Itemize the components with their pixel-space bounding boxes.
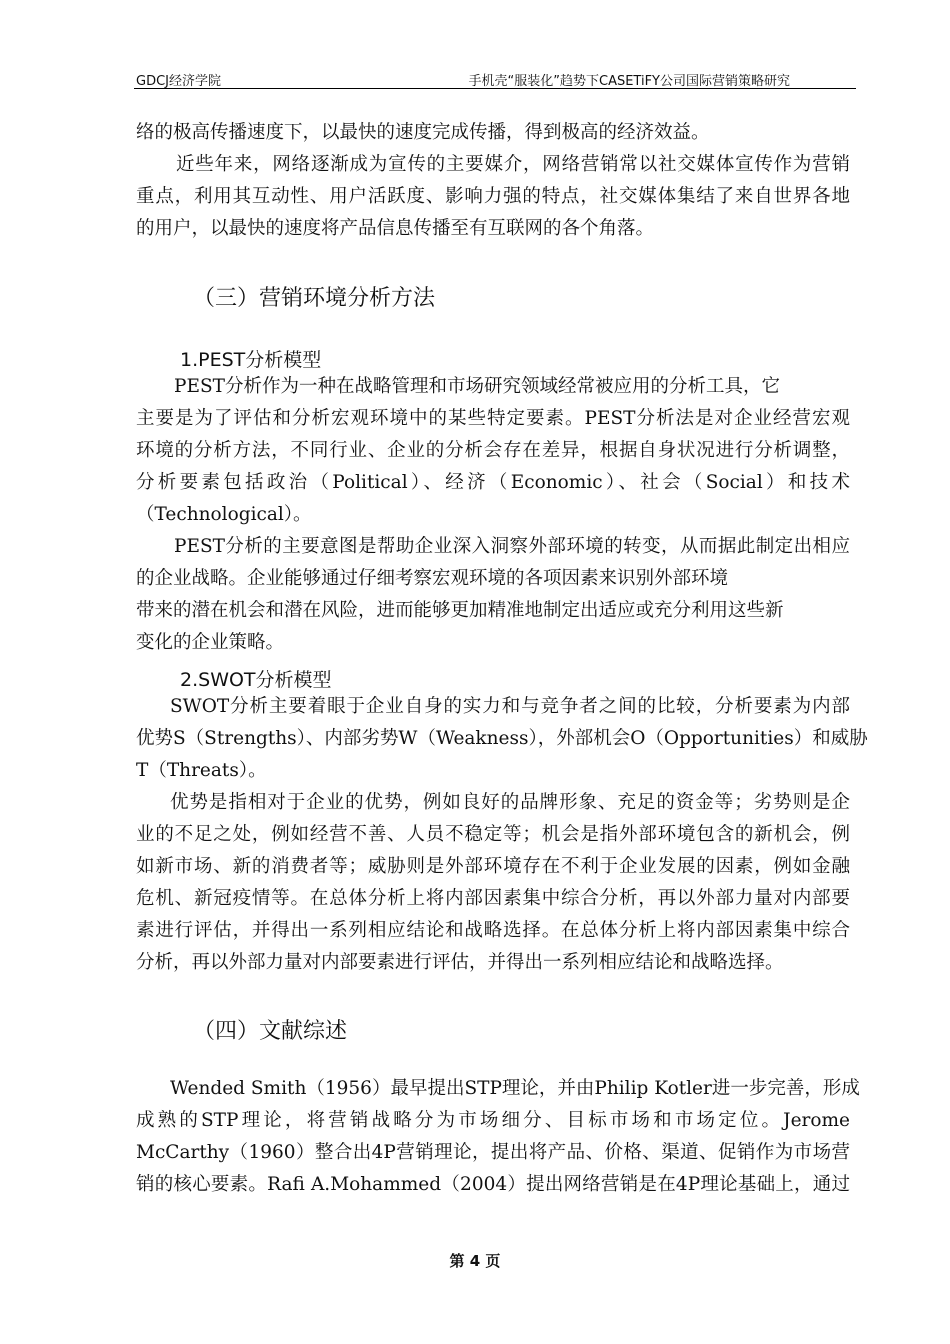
body-line: 分析，再以外部力量对内部要素进行评估，并得出一系列相应结论和战略选择。 <box>136 952 784 973</box>
body-line: 主要是为了评估和分析宏观环境中的某些特定要素。PEST分析法是对企业经营宏观 <box>136 408 850 429</box>
body-line: 环境的分析方法，不同行业、企业的分析会存在差异，根据自身状况进行分析调整， <box>136 440 850 461</box>
body-line: 优势是指相对于企业的优势，例如良好的品牌形象、充足的资金等；劣势则是企 <box>170 792 850 813</box>
body-line: （Technological）。 <box>136 504 312 525</box>
body-line: 如新市场、新的消费者等；威胁则是外部环境存在不利于企业发展的因素，例如金融 <box>136 856 850 877</box>
body-line: 变化的企业策略。 <box>136 632 285 653</box>
body-line: 业的不足之处，例如经营不善、人员不稳定等；机会是指外部环境包含的新机会，例 <box>136 824 850 845</box>
body-line: 络的极高传播速度下，以最快的速度完成传播，得到极高的经济效益。 <box>136 122 710 143</box>
section-heading: （三）营销环境分析方法 <box>193 286 436 311</box>
body-line: 优势S（Strengths）、内部劣势W（Weakness），外部机会O（Opportunities）和威胁 <box>136 728 868 749</box>
section-heading: （四）文献综述 <box>193 1019 348 1044</box>
body-line: 的用户，以最快的速度将产品信息传播至有互联网的各个角落。 <box>136 218 655 239</box>
body-line: 危机、新冠疫情等。在总体分析上将内部因素集中综合分析，再以外部力量对内部要 <box>136 888 850 909</box>
body-line: SWOT分析主要着眼于企业自身的实力和与竞争者之间的比较，分析要素为内部 <box>170 696 850 717</box>
body-line: 近些年来，网络逐渐成为宣传的主要媒介，网络营销常以社交媒体宣传作为营销 <box>176 154 850 175</box>
body-line: 分析要素包括政治（Political）、经济（Economic）、社会（Social）和技术 <box>136 472 850 493</box>
body-line: 素进行评估，并得出一系列相应结论和战略选择。在总体分析上将内部因素集中综合 <box>136 920 850 941</box>
subsection-heading: 1.PEST分析模型 <box>180 349 322 371</box>
subsection-heading: 2.SWOT分析模型 <box>180 669 332 691</box>
body-line: 销的核心要素。Rafi A.Mohammed（2004）提出网络营销是在4P理论基础上，通过 <box>136 1174 850 1195</box>
body-line: PEST分析作为一种在战略管理和市场研究领域经常被应用的分析工具，它 <box>174 376 780 397</box>
body-line: 成熟的STP理论，将营销战略分为市场细分、目标市场和市场定位。Jerome <box>136 1110 850 1131</box>
header-right: 手机壳“服装化”趋势下CASETiFY公司国际营销策略研究 <box>468 74 790 89</box>
body-line: 重点，利用其互动性、用户活跃度、影响力强的特点，社交媒体集结了来自世界各地 <box>136 186 850 207</box>
body-line: McCarthy（1960）整合出4P营销理论，提出将产品、价格、渠道、促销作为市场营 <box>136 1142 850 1163</box>
page-header <box>134 68 856 89</box>
body-line: PEST分析的主要意图是帮助企业深入洞察外部环境的转变，从而据此制定出相应 <box>174 536 850 557</box>
body-line: Wended Smith（1956）最早提出STP理论，并由Philip Kotler进一步完善，形成 <box>170 1078 860 1099</box>
header-left: GDCJ经济学院 <box>136 74 221 89</box>
body-line: 的企业战略。企业能够通过仔细考察宏观环境的各项因素来识别外部环境 <box>136 568 729 589</box>
page-number: 第 4 页 <box>449 1252 501 1270</box>
body-line: T（Threats）。 <box>136 760 267 781</box>
body-line: 带来的潜在机会和潜在风险，进而能够更加精准地制定出适应或充分利用这些新 <box>136 600 784 621</box>
